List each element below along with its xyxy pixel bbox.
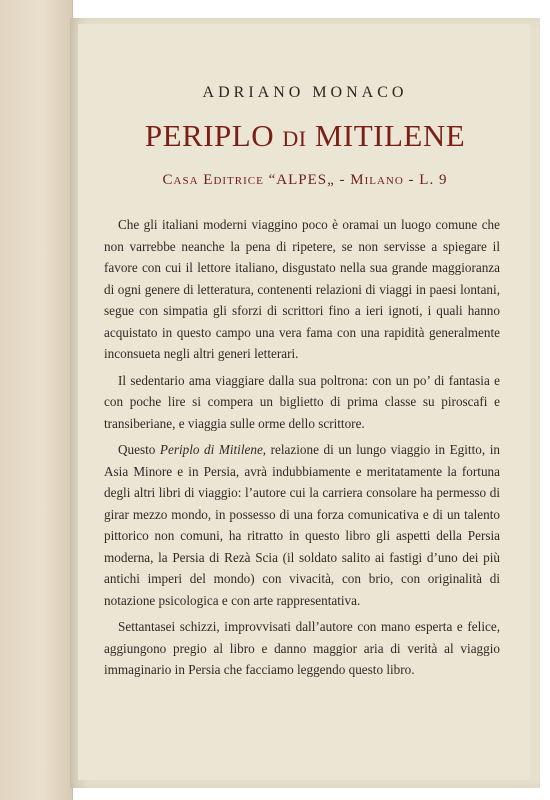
description-text	[104, 214, 500, 686]
paragraph-2: Il sedentario ama viaggiare dalla sua poltrona: con un po’ di fantasia e con poche lire si compera un biglietto di prima classe su piroscafi e transiberiane, e viaggia sulle orme dello scrittore.	[104, 372, 500, 431]
book-page	[70, 18, 540, 788]
paragraph-1: Che gli italiani moderni viaggino poco è oramai un luogo comune che non varrebbe neanche la pena di ripetere, se non servisse a spiegare il favore con cui il lettore italiano, disgustato nella sua grande maggioranza di ogni genere di letteratura, contenenti relazioni di viaggi in paesi lontani, segue con simpatia gli sforzi di scrittori fino a ieri ignoti, i quali hanno acquistato in questo campo una vera fama con una rapidità generalmente inconsueta negli altri generi letterari.	[104, 217, 500, 361]
book-title: PERIPLO di MITILENE	[144, 118, 466, 153]
paragraph-3-rest: , relazione di un lungo viaggio in Egitto, in Asia Minore e in Persia, avrà indubbiamente e meritatamente la fortuna degli altri libri di viaggio: l’autore cui la carriera consolare ha permesso di girar mezzo mondo, in possesso di una forza comunicativa e di un talento pittorico non comuni, ha ritratto in questo libro gli aspetti della Persia moderna, la Persia di Rezà Scia (il soldato salito ai fastigi d’uno dei più antichi imperi del mondo) con vivacità, con brio, con originalità di notazione psicologica e con arte rappresentativa.	[104, 442, 500, 608]
book-title-italic: Periplo di Mitilene	[159, 442, 263, 457]
paragraph-3-prefix: Questo	[118, 442, 160, 457]
facing-page-edge	[0, 0, 73, 800]
paragraph-3	[104, 439, 500, 611]
publisher-line: Casa Editrice “ALPES„ - Milano - L. 9	[162, 172, 448, 188]
paragraph-4: Settantasei schizzi, improvvisati dall’autore con mano esperta e felice, aggiungono pregio al libro e danno maggior aria di verità al viaggio immaginario in Persia che facciamo leggendo questo libro.	[104, 619, 500, 677]
author-name: ADRIANO MONACO	[202, 84, 408, 101]
